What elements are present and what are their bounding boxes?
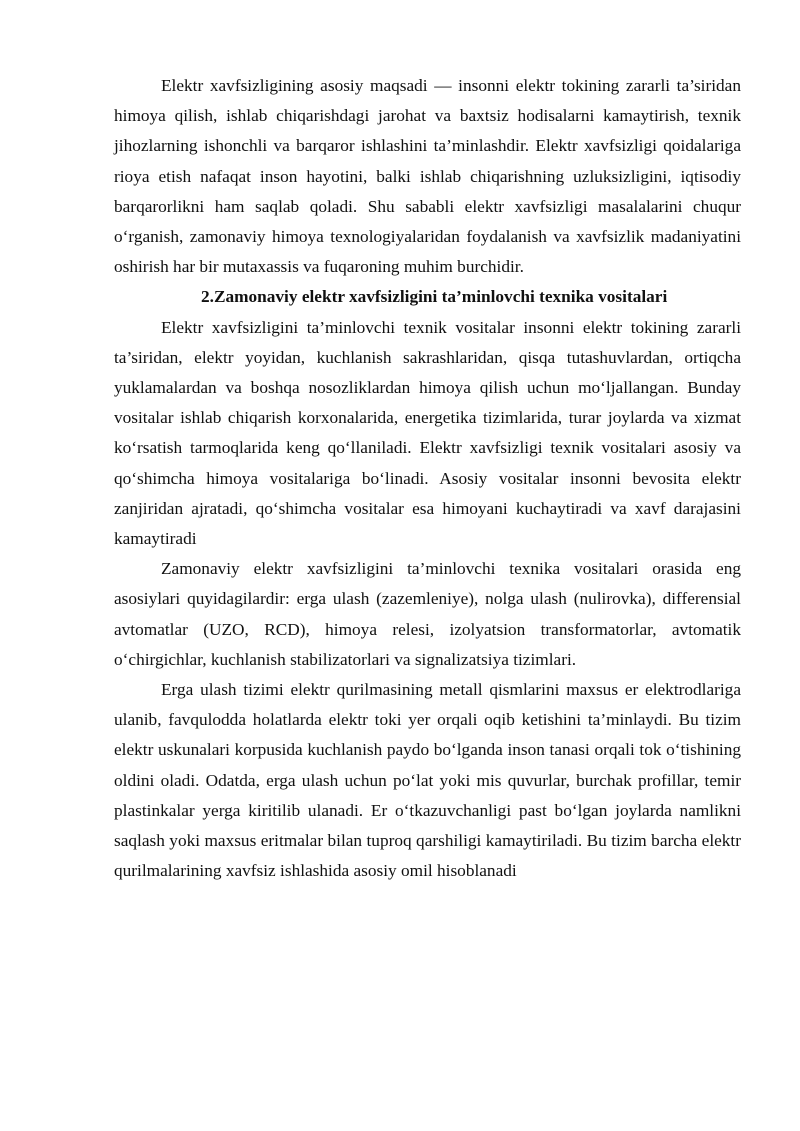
document-body: [114, 71, 741, 886]
paragraph-grounding: Erga ulash tizimi elektr qurilmasining metall qismlarini maxsus er elektrodlariga ulanib, favqulodda holatlarda elektr toki yer orqali oqib ketishini ta’minlaydi. Bu tizim elektr uskunalari korpusida kuchlanish paydo bo‘lganda inson tanasi orqali tok o‘tishining oldini oladi. Odatda, erga ulash uchun po‘lat yoki mis quvurlar, burchak profillar, temir plastinkalar yerga kiritilib ulanadi. Er o‘tkazuvchanligi past bo‘lgan joylarda namlikni saqlash yoki maxsus eritmalar bilan tuproq qarshiligi kamaytiriladi. Bu tizim barcha elektr qurilmalarining xavfsiz ishlashida asosiy omil hisoblanadi: [114, 680, 741, 881]
paragraph-main-devices: Zamonaviy elektr xavfsizligini ta’minlovchi texnika vositalari orasida eng asosiylari quyidagilardir: erga ulash (zazemleniye), nolga ulash (nulirovka), differensial avtomatlar (UZO, RCD), himoya relesi, izolyatsion transformatorlar, avtomatik o‘chirgichlar, kuchlanish stabilizatorlari va signalizatsiya tizimlari.: [114, 559, 741, 669]
paragraph-intro: Elektr xavfsizligining asosiy maqsadi — insonni elektr tokining zararli ta’siridan himoya qilish, ishlab chiqarishdagi jarohat va baxtsiz hodisalarni kamaytirish, texnik jihozlarning ishonchli va barqaror ishlashini ta’minlashdir. Elektr xavfsizligi qoidalariga rioya etish nafaqat inson hayotini, balki ishlab chiqarishning uzluksizligini, iqtisodiy barqarorlikni ham saqlab qoladi. Shu sababli elektr xavfsizligi masalalarini chuqur o‘rganish, zamonaviy himoya texnologiyalaridan foydalanish va xavfsizlik madaniyatini oshirish har bir mutaxassis va fuqaroning muhim burchidir.: [114, 76, 741, 277]
section-heading: 2.Zamonaviy elektr xavfsizligini ta’minlovchi texnika vositalari: [201, 287, 668, 307]
paragraph-technical-means: Elektr xavfsizligini ta’minlovchi texnik vositalar insonni elektr tokining zararli ta’siridan, elektr yoyidan, kuchlanish sakrashlaridan, qisqa tutashuvlardan, ortiqcha yuklamalardan va boshqa nosozliklardan himoya qilish uchun mo‘ljallangan. Bunday vositalar ishlab chiqarish korxonalarida, energetika tizimlarida, turar joylarda va xizmat ko‘rsatish tarmoqlarida keng qo‘llaniladi. Elektr xavfsizligi texnik vositalari asosiy va qo‘shimcha himoya vositalariga bo‘linadi. Asosiy vositalar insonni bevosita elektr zanjiridan ajratadi, qo‘shimcha vositalar esa himoyani kuchaytiradi va xavf darajasini kamaytiradi: [114, 317, 741, 549]
